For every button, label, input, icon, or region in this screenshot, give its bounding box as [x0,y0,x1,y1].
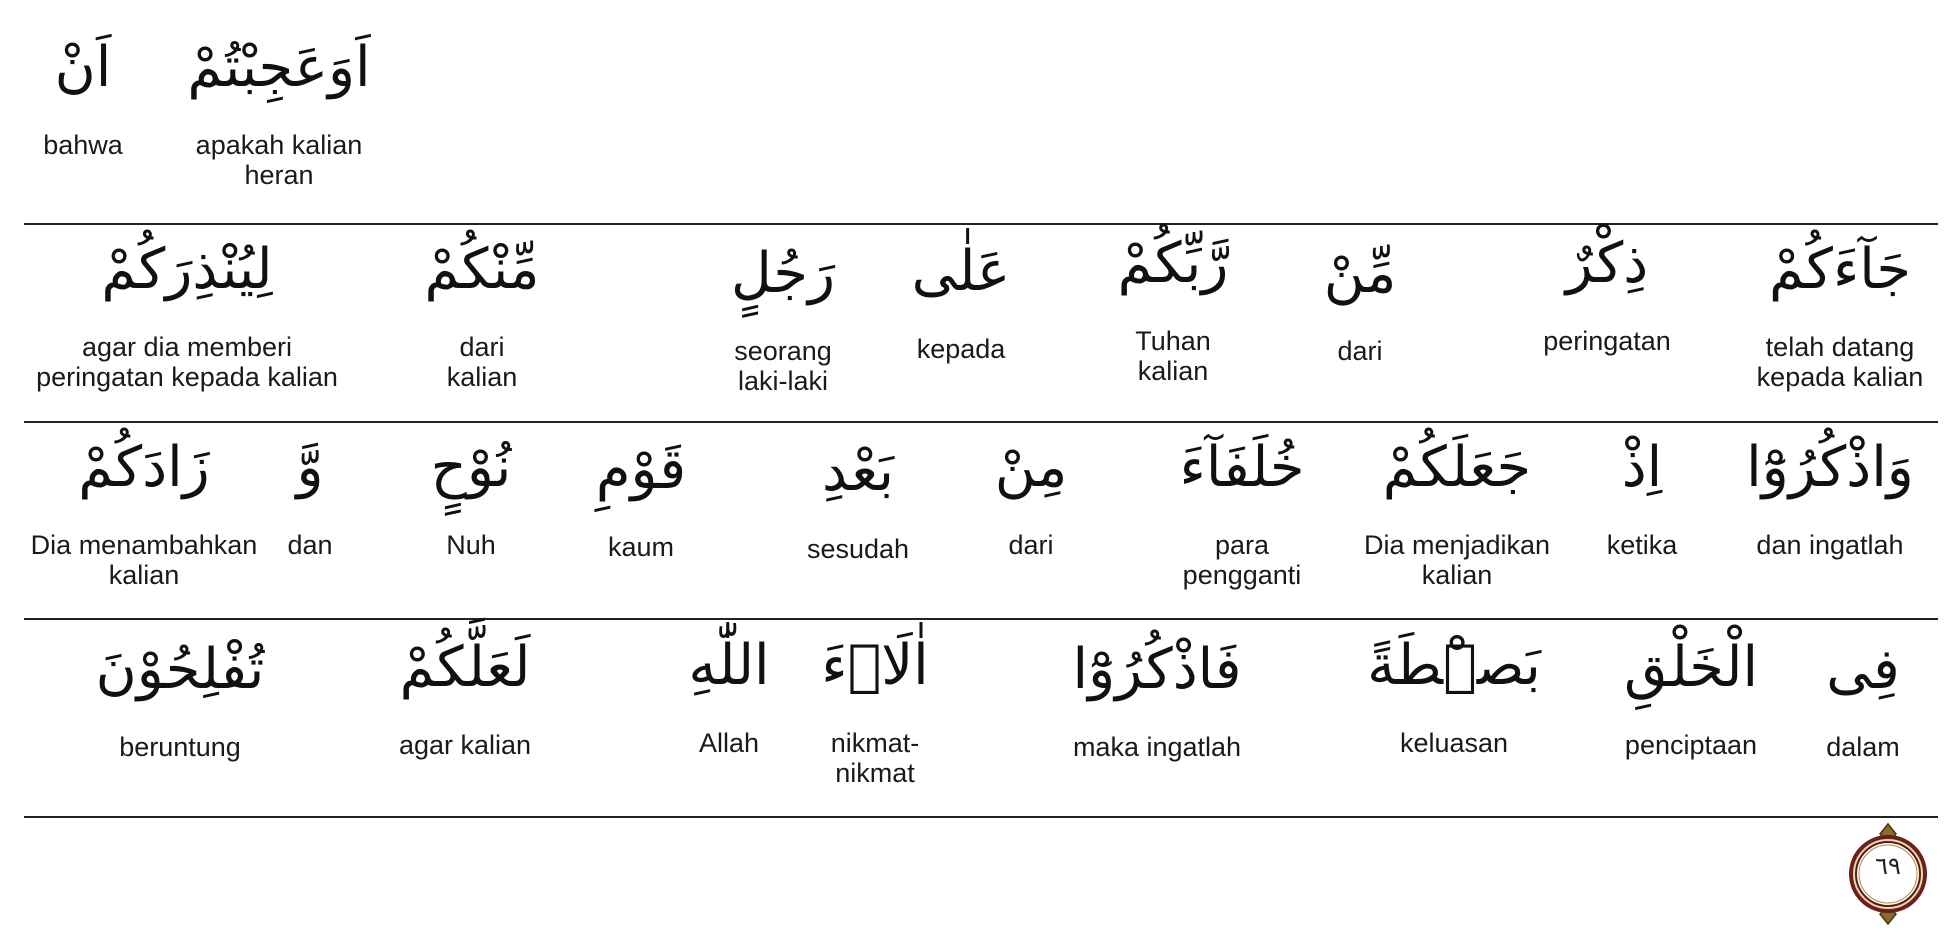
translation-line: nikmat [835,758,915,788]
translation [807,534,909,564]
translation [734,336,832,396]
arabic-word: تُفْلِحُوْنَ [95,637,265,702]
word-card [96,622,265,762]
word-card [1543,216,1671,356]
translation-line: para [1214,530,1270,560]
arabic-word: اَوَعَجِبْتُمْ [187,35,371,100]
word-card [399,620,531,760]
translation-line: agar dia memberi [81,332,293,362]
translation [1756,530,1903,560]
word-card [596,422,686,562]
word-card [688,618,769,758]
arabic-word: اِذْ [1621,435,1663,500]
translation-line: penciptaan [1624,730,1758,760]
arabic-word: اَنْ [54,35,112,100]
translation [1400,728,1508,758]
word-card [1073,622,1242,762]
arabic-word: رَّبِّكُمْ [1117,231,1229,296]
word-card [187,20,370,190]
translation-line: kalian [1421,560,1493,590]
translation-line: agar kalian [398,730,532,760]
translation [1364,530,1550,590]
translation-line: apakah kalian [195,130,363,160]
word-card [1607,420,1678,560]
translation-line: peringatan kepada kalian [36,362,338,392]
translation [1135,326,1211,386]
page-number-badge [1848,822,1928,926]
translation-line: dari [1008,530,1054,560]
arabic-word: قَوْمِ [595,437,687,502]
translation-line: Nuh [446,530,496,560]
arabic-word: بَصْۜطَةً [1367,633,1541,698]
arabic-word: جَعَلَكُمْ [1382,435,1532,500]
translation-line: Tuhan [1135,326,1211,356]
translation [36,332,338,392]
translation-line: laki-laki [737,366,829,396]
translation-line: dalam [1826,732,1900,762]
translation-line: kaum [607,532,675,562]
translation [1183,530,1302,590]
arabic-word: مِنْ [994,435,1068,500]
word-card [807,424,909,564]
translation-line: kalian [446,362,518,392]
translation [446,530,496,560]
arabic-word: خُلَفَآءَ [1179,435,1305,500]
row-separator [24,816,1938,818]
translation-line: beruntung [119,732,241,762]
translation-line: bahwa [43,130,123,160]
arabic-word: الْخَلْقِ [1623,635,1759,700]
arabic-word: اٰلَاۤءَ [821,633,929,698]
translation-line: dari [1337,336,1383,366]
arabic-word: لَعَلَّكُمْ [399,635,531,700]
translation-line: sesudah [806,534,910,564]
word-card [36,222,338,392]
translation [447,332,518,392]
translation-line: keluasan [1399,728,1509,758]
word-card [31,420,258,590]
translation [608,532,674,562]
translation [1543,326,1671,356]
arabic-word: عَلٰى [911,239,1011,304]
arabic-word: مِّنْكُمْ [424,237,540,302]
translation-line: kalian [1137,356,1209,386]
translation-line: dan ingatlah [1756,530,1904,560]
arabic-word: جَآءَكُمْ [1769,237,1911,302]
arabic-word: مِّنْ [1323,241,1397,306]
word-card [1180,420,1305,590]
translation-line: kepada kalian [1756,362,1924,392]
translation [1607,530,1678,560]
arabic-word: فَاذْكُرُوْٓا [1072,637,1242,702]
page-number: ٦٩ [1875,852,1901,880]
arabic-word: ذِكْرٌ [1565,231,1649,296]
translation [1337,336,1382,366]
arabic-word: زَادَكُمْ [78,435,210,500]
word-card [821,618,928,788]
arabic-word: وَاذْكُرُوْٓا [1746,435,1914,500]
translation-line: kalian [108,560,180,590]
translation [1008,530,1053,560]
word-card [1118,216,1229,386]
translation-line: dan [287,530,333,560]
word-card [1624,620,1758,760]
arabic-word: اللّٰهِ [688,633,770,698]
word-card [912,224,1011,364]
word-card [431,420,512,560]
arabic-word: وَّ [296,435,324,500]
translation-line: Allah [698,728,760,758]
translation [699,728,759,758]
translation [1826,732,1900,762]
word-card [1364,420,1550,590]
translation-line: kepada [916,334,1006,364]
word-card [1746,420,1914,560]
translation-line: peringatan [1543,326,1671,356]
translation [399,730,531,760]
translation [43,130,123,160]
translation-line: dari [459,332,505,362]
word-card [731,226,835,396]
translation [31,530,258,590]
translation-line: Dia menambahkan [30,530,258,560]
translation [119,732,241,762]
translation [1625,730,1757,760]
translation-line: maka ingatlah [1072,732,1242,762]
arabic-word: نُوْحٍ [430,435,512,500]
word-card [287,420,332,560]
translation [196,130,363,190]
arabic-word: بَعْدِ [822,439,894,504]
translation-line: heran [244,160,314,190]
word-card [995,420,1068,560]
word-card [1757,222,1924,392]
word-card [1367,618,1541,758]
translation [1757,332,1924,392]
translation-line: pengganti [1182,560,1302,590]
word-card [43,20,123,160]
translation-line: nikmat- [830,728,920,758]
arabic-word: رَجُلٍ [730,241,836,306]
word-card [424,222,539,392]
translation-line: seorang [734,336,832,366]
arabic-word: لِيُنْذِرَكُمْ [101,237,273,302]
translation [1073,732,1241,762]
arabic-word: فِى [1826,637,1900,702]
translation [287,530,332,560]
translation-line: Dia menjadikan [1363,530,1551,560]
translation [917,334,1006,364]
translation-line: ketika [1606,530,1678,560]
word-card [1826,622,1900,762]
translation-line: telah datang [1765,332,1915,362]
translation [831,728,920,788]
word-card [1324,226,1397,366]
